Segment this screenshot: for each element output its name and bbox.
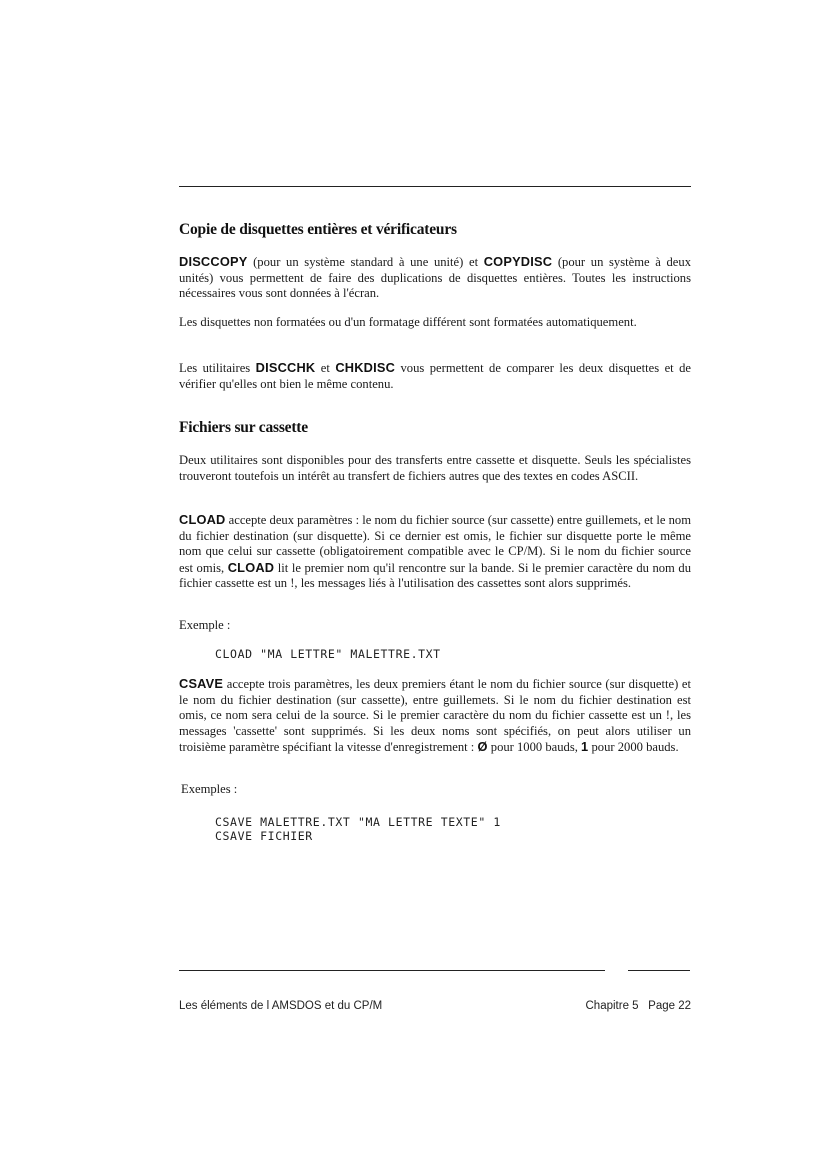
section-heading-cassette: Fichiers sur cassette xyxy=(179,419,308,436)
top-rule xyxy=(179,186,691,187)
footer-rule-right xyxy=(628,970,690,971)
paragraph-csave xyxy=(179,676,691,756)
paragraph-unformatted: Les disquettes non formatées ou d'un formatage différent sont formatées automatiquement. xyxy=(179,315,637,329)
examples-label: Exemples : xyxy=(181,782,238,796)
text-span: (pour un système standard à une unité) et xyxy=(247,255,484,269)
keyword-one: 1 xyxy=(581,739,589,754)
paragraph-cload xyxy=(179,512,691,592)
text-span: (pour un système à deux unités) vous permettent de faire des duplications de disquettes entières. Toutes les instructions nécessaires vous sont données à l'écran. xyxy=(179,255,691,300)
keyword-discchk: DISCCHK xyxy=(255,360,316,375)
paragraph-discchk xyxy=(179,360,691,392)
section-heading-disk-copy: Copie de disquettes entières et vérificateurs xyxy=(179,221,457,238)
paragraph-disccopy xyxy=(179,254,691,302)
text-span: lit le premier nom qu'il rencontre sur la bande. Si le premier caractère du nom du fichier cassette est un !, les messages liés à l'utilisation des cassettes sont alors supprimés. xyxy=(179,560,691,590)
keyword-zero: Ø xyxy=(477,739,488,754)
keyword-chkdisc: CHKDISC xyxy=(335,360,396,375)
keyword-disccopy: DISCCOPY xyxy=(179,254,248,269)
keyword-cload: CLOAD xyxy=(227,559,275,575)
text-span: et xyxy=(315,361,336,375)
text-span: accepte deux paramètres : le nom du fichier source (sur cassette) entre guillemets, et le nom du fichier destination (sur disquette). Si ce dernier est omis, le fichier sur disquette porte le même nom que celui sur cassette (obligatoirement compatible avec le CP/M). Si le nom du fichier source est omis, xyxy=(179,513,691,575)
footer-right: Chapitre 5 Page 22 xyxy=(585,1000,691,1012)
code-example-csave-2: CSAVE FICHIER xyxy=(215,829,313,843)
text-span: accepte trois paramètres, les deux premiers étant le nom du fichier source (sur disquette) et le nom du fichier destination (sur cassette), entre guillemets. Si le nom du fichier destination est omis, ce nom sera celui de la source. Si le premier caractère du nom du fichier cassette est un !, les messages 'cassette' sont supprimés. Si les deux noms sont spécifiés, on peut alors utiliser un troisième paramètre spécifiant la vitesse d'enregistrement : xyxy=(179,677,691,754)
footer-rule-left xyxy=(179,970,605,971)
text-span: vous permettent de comparer les deux disquettes et de vérifier qu'elles ont bien le même contenu. xyxy=(179,361,692,391)
text-span: pour 1000 bauds, xyxy=(487,740,582,754)
text-span: Les utilitaires xyxy=(179,361,256,375)
footer-left: Les éléments de l AMSDOS et du CP/M xyxy=(179,1000,383,1012)
example-label: Exemple : xyxy=(179,618,231,632)
text-span: pour 2000 bauds. xyxy=(588,740,679,754)
code-example-cload: CLOAD "MA LETTRE" MALETTRE.TXT xyxy=(215,647,441,661)
paragraph-cassette-intro: Deux utilitaires sont disponibles pour des transferts entre cassette et disquette. Seuls les spécialistes trouveront toutefois un intérêt au transfert de fichiers autres que des textes en codes ASCII. xyxy=(179,453,691,483)
code-example-csave-1: CSAVE MALETTRE.TXT "MA LETTRE TEXTE" 1 xyxy=(215,815,501,829)
keyword-csave: CSAVE xyxy=(179,676,224,691)
keyword-cload: CLOAD xyxy=(179,512,226,527)
keyword-copydisc: COPYDISC xyxy=(483,254,553,269)
